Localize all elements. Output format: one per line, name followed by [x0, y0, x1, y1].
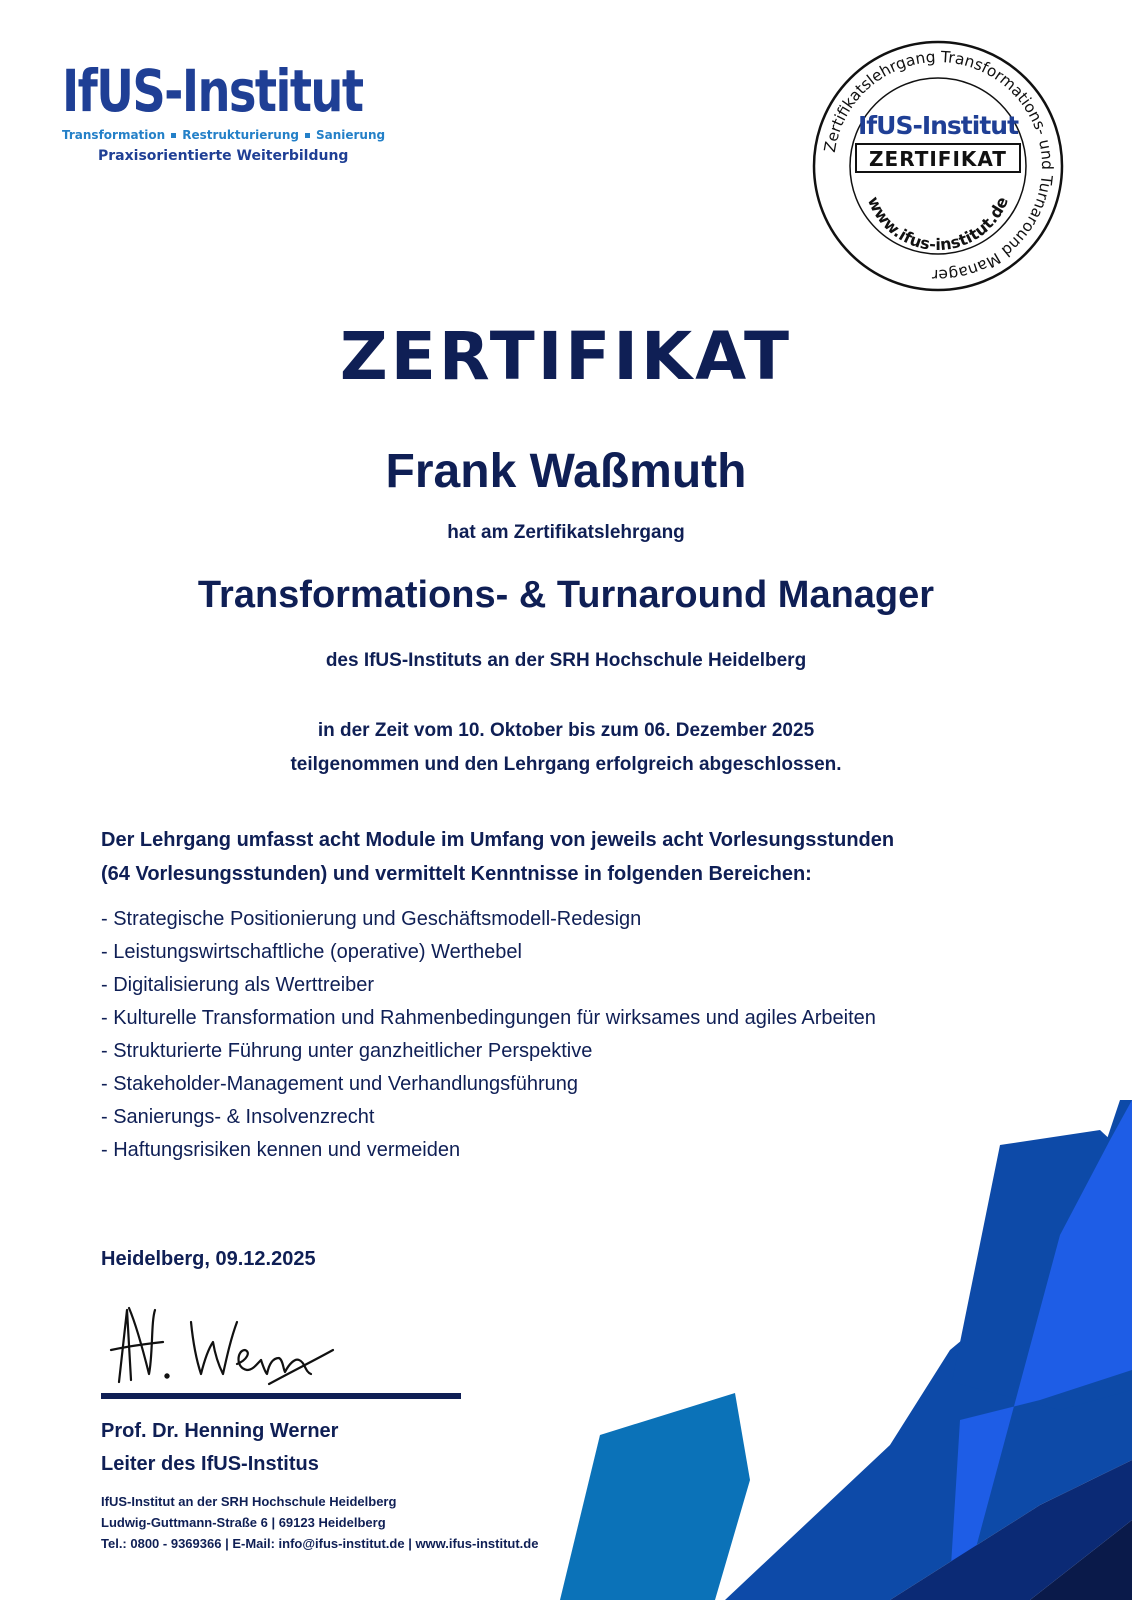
module-item: - Stakeholder-Management und Verhandlungsführung [101, 1073, 578, 1095]
footer-address [101, 1491, 538, 1554]
period-line: in der Zeit vom 10. Oktober bis zum 06. Dezember 2025 [317, 720, 815, 741]
institute-line: des IfUS-Instituts an der SRH Hochschule Heidelberg [325, 650, 807, 671]
logo-tag: Sanierung [315, 128, 386, 142]
signer-block [101, 1415, 338, 1481]
decorative-corner-shapes [560, 1060, 1132, 1600]
module-item: - Sanierungs- & Insolvenzrecht [101, 1106, 375, 1128]
logo-wordmark-accent: US [96, 57, 165, 125]
course-name: Transformations- & Turnaround Manager [197, 574, 935, 616]
institute-logo [62, 58, 402, 164]
footer-line: Tel.: 0800 - 9369366 | E-Mail: info@ifus-institut.de | www.ifus-institut.de [101, 1536, 539, 1551]
module-item: - Digitalisierung als Werttreiber [101, 974, 375, 996]
intro-text: hat am Zertifikatslehrgang [447, 522, 685, 543]
scope-line: (64 Vorlesungsstunden) und vermittelt Kenntnisse in folgenden Bereichen: [101, 863, 812, 885]
seal-label: ZERTIFIKAT [869, 147, 1007, 171]
course-scope [101, 823, 1001, 891]
module-item: - Strukturierte Führung unter ganzheitlicher Perspektive [101, 1040, 593, 1062]
seal-ring-text: Zertifikatslehrgang Transformations- und Turnaround Manager [820, 47, 1057, 285]
seal-url: www.ifus-institut.de [863, 193, 1013, 255]
seal-logo: IfUS-Institut [857, 111, 1019, 140]
square-bullet-icon [171, 133, 176, 138]
logo-wordmark-suffix: -Institut [164, 57, 363, 125]
scope-line: Der Lehrgang umfasst acht Module im Umfang von jeweils acht Vorlesungsstunden [101, 829, 895, 851]
logo-wordmark [62, 57, 363, 125]
period-statement [0, 714, 1132, 782]
square-bullet-icon [305, 133, 310, 138]
logo-subtitle: Praxisorientierte Weiterbildung [98, 148, 349, 164]
signature-line [101, 1393, 461, 1399]
module-item: - Leistungswirtschaftliche (operative) Werthebel [101, 941, 522, 963]
handwritten-signature [101, 1302, 351, 1387]
module-item: - Haftungsrisiken kennen und vermeiden [101, 1139, 461, 1161]
completion-line: teilgenommen und den Lehrgang erfolgreich abgeschlossen. [290, 754, 842, 775]
footer-line: IfUS-Institut an der SRH Hochschule Heidelberg [101, 1494, 397, 1509]
logo-wordmark-prefix: If [62, 57, 97, 125]
module-item: - Strategische Positionierung und Geschäftsmodell-Redesign [101, 908, 642, 930]
recipient-name: Frank Waßmuth [385, 445, 747, 498]
deco-shape-cyan [560, 1393, 750, 1600]
logo-tag: Transformation [62, 128, 166, 142]
place-and-date: Heidelberg, 09.12.2025 [101, 1248, 316, 1270]
certificate-seal [808, 36, 1068, 296]
footer-line: Ludwig-Guttmann-Straße 6 | 69123 Heidelberg [101, 1515, 386, 1530]
logo-tag: Restrukturierung [182, 128, 299, 142]
module-item: - Kulturelle Transformation und Rahmenbedingungen für wirksames und agiles Arbeiten [101, 1007, 876, 1029]
signer-name: Prof. Dr. Henning Werner [101, 1420, 339, 1442]
signer-role: Leiter des IfUS-Institus [101, 1453, 319, 1475]
logo-tagline [62, 128, 402, 142]
certificate-title: ZERTIFIKAT [339, 318, 793, 395]
